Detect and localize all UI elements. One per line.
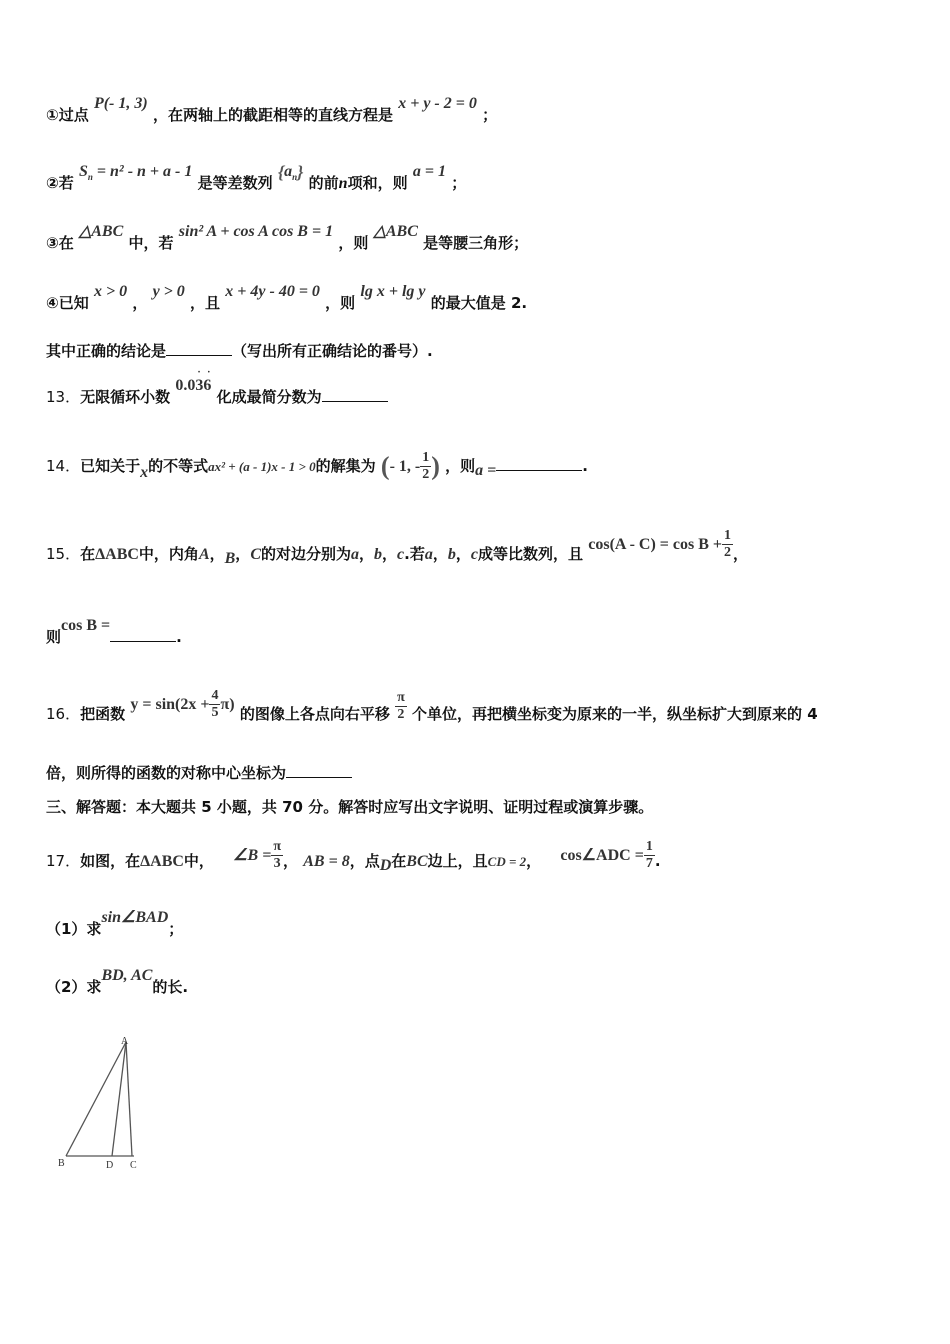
inequality: ax² + (a - 1)x - 1 > 0 <box>208 459 316 474</box>
label-c: C <box>130 1160 137 1171</box>
side-ab <box>66 1042 126 1156</box>
question-16-ask: 倍，则所得的函数的对称中心坐标为 <box>46 762 352 783</box>
item-2: ②若 $S_n = n^2 - n + a - 1$ 是等差数列 $\{a_n\}$ 的前n项和，则 a = 1 ； <box>46 161 467 192</box>
shift-amount: $\frac{\pi}{2}$ <box>397 690 405 722</box>
sin-bad: sin∠BAD <box>101 909 169 926</box>
repeating-decimal: · · 0.036 <box>175 367 213 394</box>
function-expression: y = sin(2x + $\frac{4}{5}$ π) <box>130 688 235 720</box>
answer-blank[interactable] <box>110 641 176 642</box>
item-4-y: y > 0 <box>152 283 185 300</box>
question-15: 15．在ΔABC中，内角A，B，C的对边分别为a，b，c.若a，b，c成等比数列，且 cos(A - C) = cos B + $\frac{1}{2}$ ， <box>46 528 749 567</box>
question-15-ask: 则cos B =. <box>46 617 182 646</box>
bd-ac: BD, AC <box>101 967 153 984</box>
item-4-log-sum: lg x + lg y <box>360 283 426 300</box>
label-d: D <box>106 1160 114 1171</box>
question-17-part-2: （2）求BD, AC的长. <box>46 967 189 996</box>
item-4: ④已知 x > 0 ， y > 0 ，且 x + 4y - 40 = 0 ，则 lg x + lg y 的最大值是 2. <box>46 283 528 312</box>
item-2-answer: a = 1 <box>412 163 446 180</box>
question-16: 16．把函数 y = sin(2x + $\frac{4}{5}$ π) 的图像上各点向右平移 $\frac{\pi}{2}$ 个单位，再把横坐标变为原来的一半，纵坐标扩大到原来的 4 <box>46 688 818 723</box>
item-3-triangle-2: △ABC <box>373 223 418 240</box>
item-3: ③在 △ABC 中，若 sin² A + cos A cos B = 1 ，则 △ABC 是等腰三角形； <box>46 223 529 252</box>
question-13: 13．无限循环小数 · · 0.036 化成最简分数为 <box>46 386 388 407</box>
q12-conclusion: 其中正确的结论是 （写出所有正确结论的番号）. <box>46 342 433 360</box>
question-17: 17．如图，在ΔABC中， ∠B = $\frac{\pi}{3}$ ， AB = 8，点D在BC边上，且CD = 2， cos∠ADC = $\frac{1}{7}$ . <box>46 839 661 874</box>
answer-blank[interactable] <box>496 470 582 471</box>
answer-blank[interactable] <box>286 777 352 778</box>
item-1: ①过点 P(- 1, 3) ，在两轴上的截距相等的直线方程是 x + y - 2 = 0 ； <box>46 95 498 124</box>
item-2-sequence: $\{a_n\}$ <box>277 161 304 183</box>
angle-b: ∠B = $\frac{\pi}{3}$ <box>233 839 281 871</box>
solution-interval: (- 1, - $\frac{1}{2}$ ) <box>380 450 440 482</box>
item-2-sum-formula: $S_n = n^2 - n + a - 1$ <box>78 163 193 183</box>
cos-b: cos B = <box>61 617 111 634</box>
ab-length: AB = 8 <box>303 853 350 870</box>
triangle-figure <box>44 1030 164 1175</box>
item-4-x: x > 0 <box>93 283 128 300</box>
cos-condition: cos(A - C) = cos B + $\frac{1}{2}$ <box>588 528 732 560</box>
label-a: A <box>121 1036 129 1047</box>
item-3-triangle: △ABC <box>78 223 124 240</box>
answer-blank[interactable] <box>166 355 232 356</box>
question-17-part-1: （1）求sin∠BAD； <box>46 909 184 938</box>
item-4-constraint: x + 4y - 40 = 0 <box>225 283 320 300</box>
segment-ad <box>112 1042 126 1156</box>
label-b: B <box>58 1158 65 1169</box>
item-1-line-eq: x + y - 2 = 0 <box>398 95 477 112</box>
cd-length: CD = 2 <box>487 854 527 869</box>
question-14: 14．已知关于x的不等式ax² + (a - 1)x - 1 > 0的解集为 (- 1, - $\frac{1}{2}$ ) ，则a = . <box>46 450 588 482</box>
section-3-heading: 三、解答题：本大题共 5 小题，共 70 分。解答时应写出文字说明、证明过程或演算步骤。 <box>46 798 654 816</box>
answer-blank[interactable] <box>322 401 388 402</box>
cos-adc: cos∠ADC = $\frac{1}{7}$ <box>560 839 653 871</box>
item-3-condition: sin² A + cos A cos B = 1 <box>178 223 334 240</box>
side-ac <box>126 1042 132 1156</box>
item-1-point: P(- 1, 3) <box>93 95 148 112</box>
